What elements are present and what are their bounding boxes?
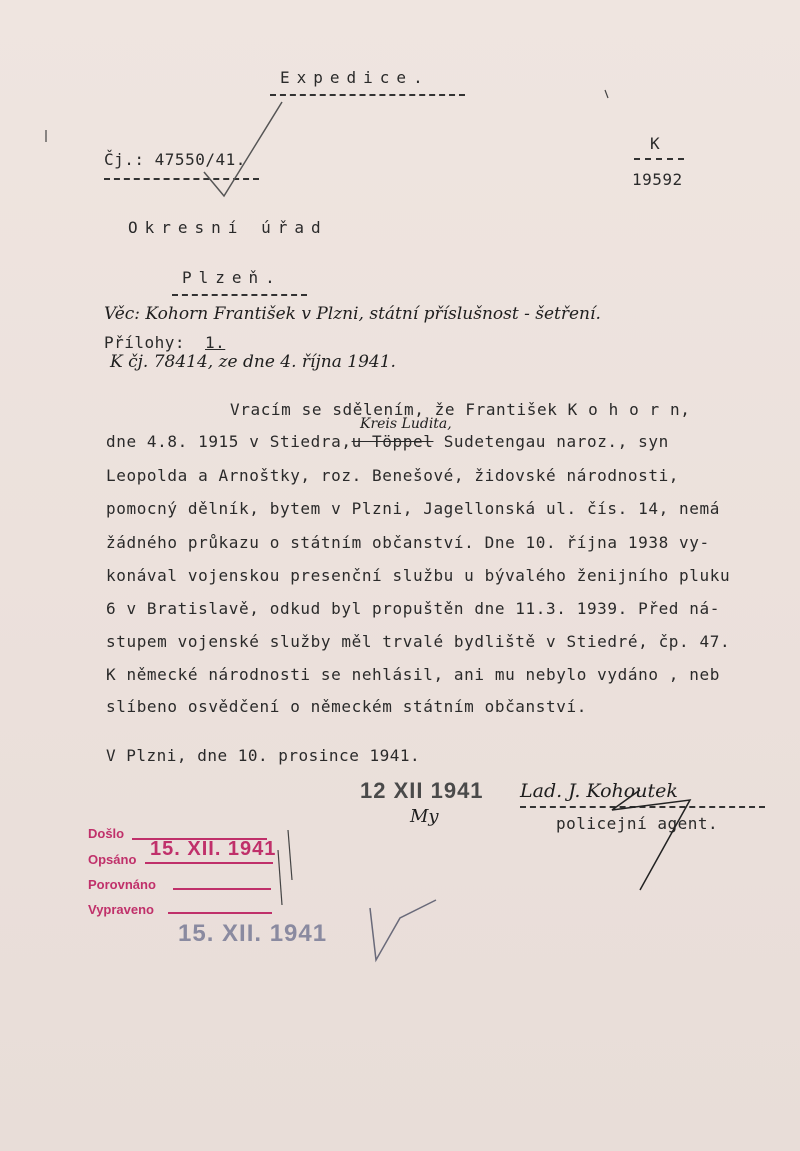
k-mark: K [650, 134, 661, 153]
expedice-heading: Expedice. [280, 68, 430, 87]
body-line-10: slíbeno osvědčení o německém státním občanství. [106, 697, 587, 716]
body-line-8: stupem vojenské služby měl trvalé bydliště v Stiedré, čp. 47. [106, 632, 731, 651]
reference-number: Čj.: 47550/41. [104, 150, 246, 169]
handwritten-initials: My [410, 806, 439, 827]
stamp-doslo-label: Došlo [88, 826, 125, 841]
body-line-4: pomocný dělník, bytem v Plzni, Jagellonská ul. čís. 14, nemá [106, 499, 720, 518]
attachments-label: Přílohy: [104, 333, 186, 352]
body-line-7: 6 v Bratislavě, odkud byl propuštěn dne 11.3. 1939. Před ná- [106, 599, 720, 618]
body-line-2-end: Sudetengau naroz., syn [433, 432, 669, 451]
body-line-6: konával vojenskou presenční službu u bývalého ženijního pluku [106, 566, 731, 585]
body-line-9: K německé národnosti se nehlásil, ani mu nebylo vydáno , neb [106, 665, 720, 684]
office-name: Okresní úřad [128, 218, 328, 237]
handwritten-subject: Věc: Kohorn František v Plzni, státní příslušnost - šetření. [104, 304, 601, 324]
stamp-vypraveno-label: Vypraveno [88, 902, 154, 917]
attachments-value: 1. [205, 333, 226, 352]
stamp-opsano-label: Opsáno [88, 852, 137, 867]
signature: Lad. J. Kohoutek [520, 780, 678, 802]
handwritten-insert: Kreis Ludita, [360, 416, 452, 432]
place-date: V Plzni, dne 10. prosince 1941. [106, 746, 421, 765]
body-line-3: Leopolda a Arnoštky, roz. Benešové, židovské národnosti, [106, 466, 680, 485]
stamp-porovnano-label: Porovnáno [88, 877, 156, 892]
dispatch-date-stamp: 15. XII. 1941 [178, 920, 328, 947]
handwritten-reference: K čj. 78414, ze dne 4. října 1941. [110, 352, 396, 372]
city-name: Plzeň. [182, 268, 282, 287]
body-line-2-struck: u Töppel [351, 432, 434, 451]
body-line-1: Vracím se sdělením, že František K o h o r n, [230, 400, 691, 419]
received-date-stamp: 12 XII 1941 [360, 778, 484, 803]
body-line-5: žádného průkazu o státním občanství. Dne 10. října 1938 vy- [106, 533, 710, 552]
stamp-opsano-date: 15. XII. 1941 [150, 838, 277, 860]
body-line-2-start: dne 4.8. 1915 v Stiedra, [106, 432, 352, 451]
role-title: policejní agent. [556, 814, 719, 833]
file-number: 19592 [632, 170, 683, 189]
